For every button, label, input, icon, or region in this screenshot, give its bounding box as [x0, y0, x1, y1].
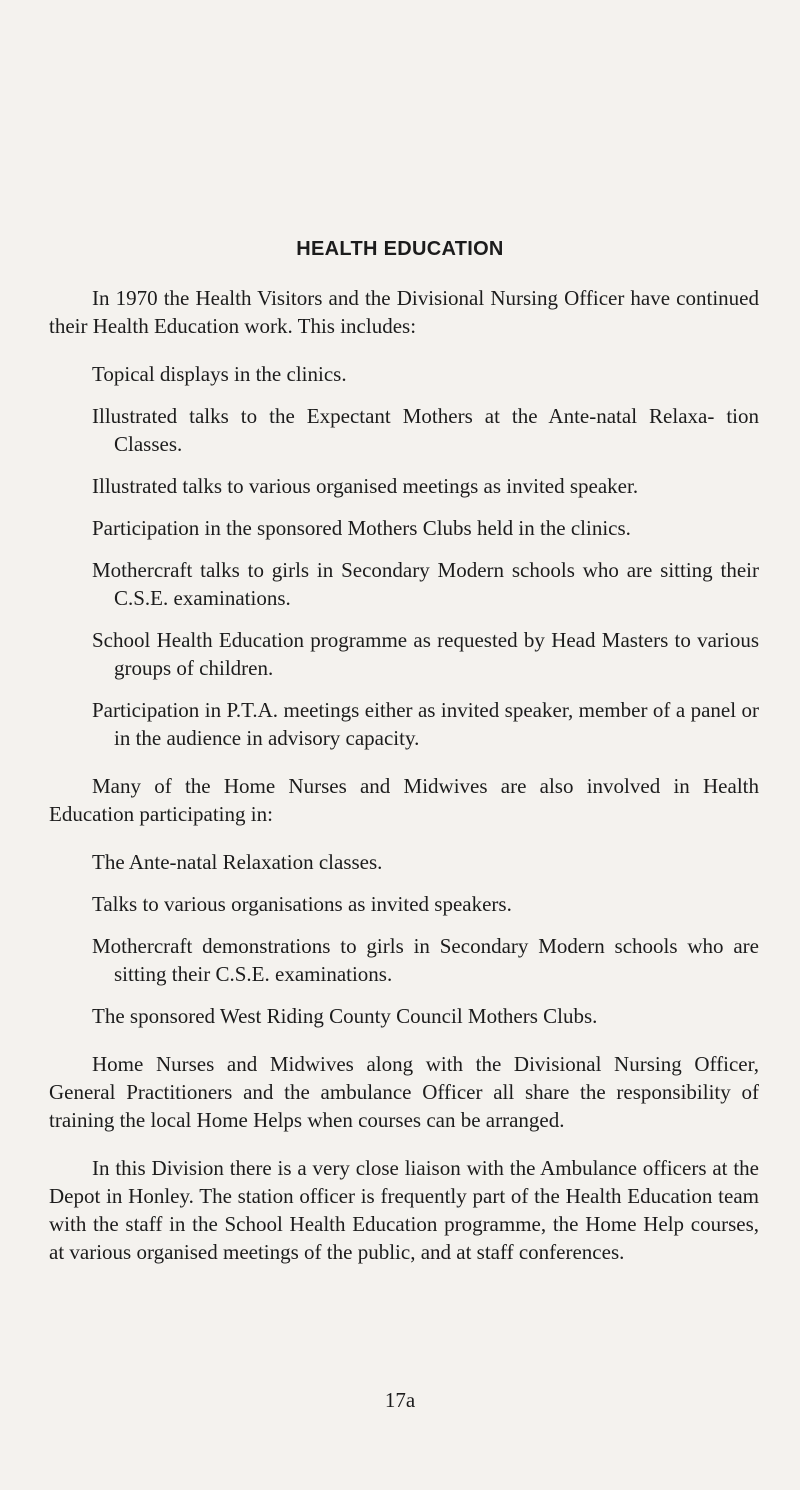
list-item: School Health Education programme as requested by Head Masters to various groups of children. [92, 628, 759, 680]
intro-paragraph-1: In 1970 the Health Visitors and the Divisional Nursing Officer have continued their Health Education work. This includes: [49, 286, 759, 338]
intro-paragraph-2: Many of the Home Nurses and Midwives are also involved in Health Education participating in: [49, 774, 759, 826]
list-item: Illustrated talks to various organised meetings as invited speaker. [92, 474, 639, 498]
home-helps-training-paragraph: Home Nurses and Midwives along with the Divisional Nursing Officer, General Practitioners and the ambulance Officer all share the responsibility of training the local Home Helps when courses can be arranged. [49, 1052, 759, 1132]
list-item: Participation in the sponsored Mothers Clubs held in the clinics. [92, 516, 631, 540]
list-item: Talks to various organisations as invited speakers. [92, 892, 512, 916]
list-item: The Ante-natal Relaxation classes. [92, 850, 383, 874]
home-nurses-activities-list [49, 848, 759, 1030]
list-item: Mothercraft demonstrations to girls in Secondary Modern schools who are sitting their C.S.E. examinations. [92, 934, 759, 986]
health-visitor-activities-list [49, 360, 759, 752]
page-title: HEALTH EDUCATION [296, 238, 504, 260]
list-item: Illustrated talks to the Expectant Mothers at the Ante-natal Relaxa- tion Classes. [92, 404, 759, 456]
page-number: 17a [384, 1388, 416, 1412]
ambulance-liaison-paragraph: In this Division there is a very close liaison with the Ambulance officers at the Depot in Honley. The station officer is frequently part of the Health Education team with the staff in the School Health Education programme, the Home Help courses, at various organised meetings of the public, and at staff conferences. [49, 1156, 759, 1264]
list-item: Topical displays in the clinics. [92, 362, 347, 386]
list-item: The sponsored West Riding County Council Mothers Clubs. [92, 1004, 598, 1028]
list-item: Mothercraft talks to girls in Secondary Modern schools who are sitting their C.S.E. examinations. [92, 558, 759, 610]
list-item: Participation in P.T.A. meetings either as invited speaker, member of a panel or in the audience in advisory capacity. [92, 698, 759, 750]
document-body [49, 284, 759, 1286]
